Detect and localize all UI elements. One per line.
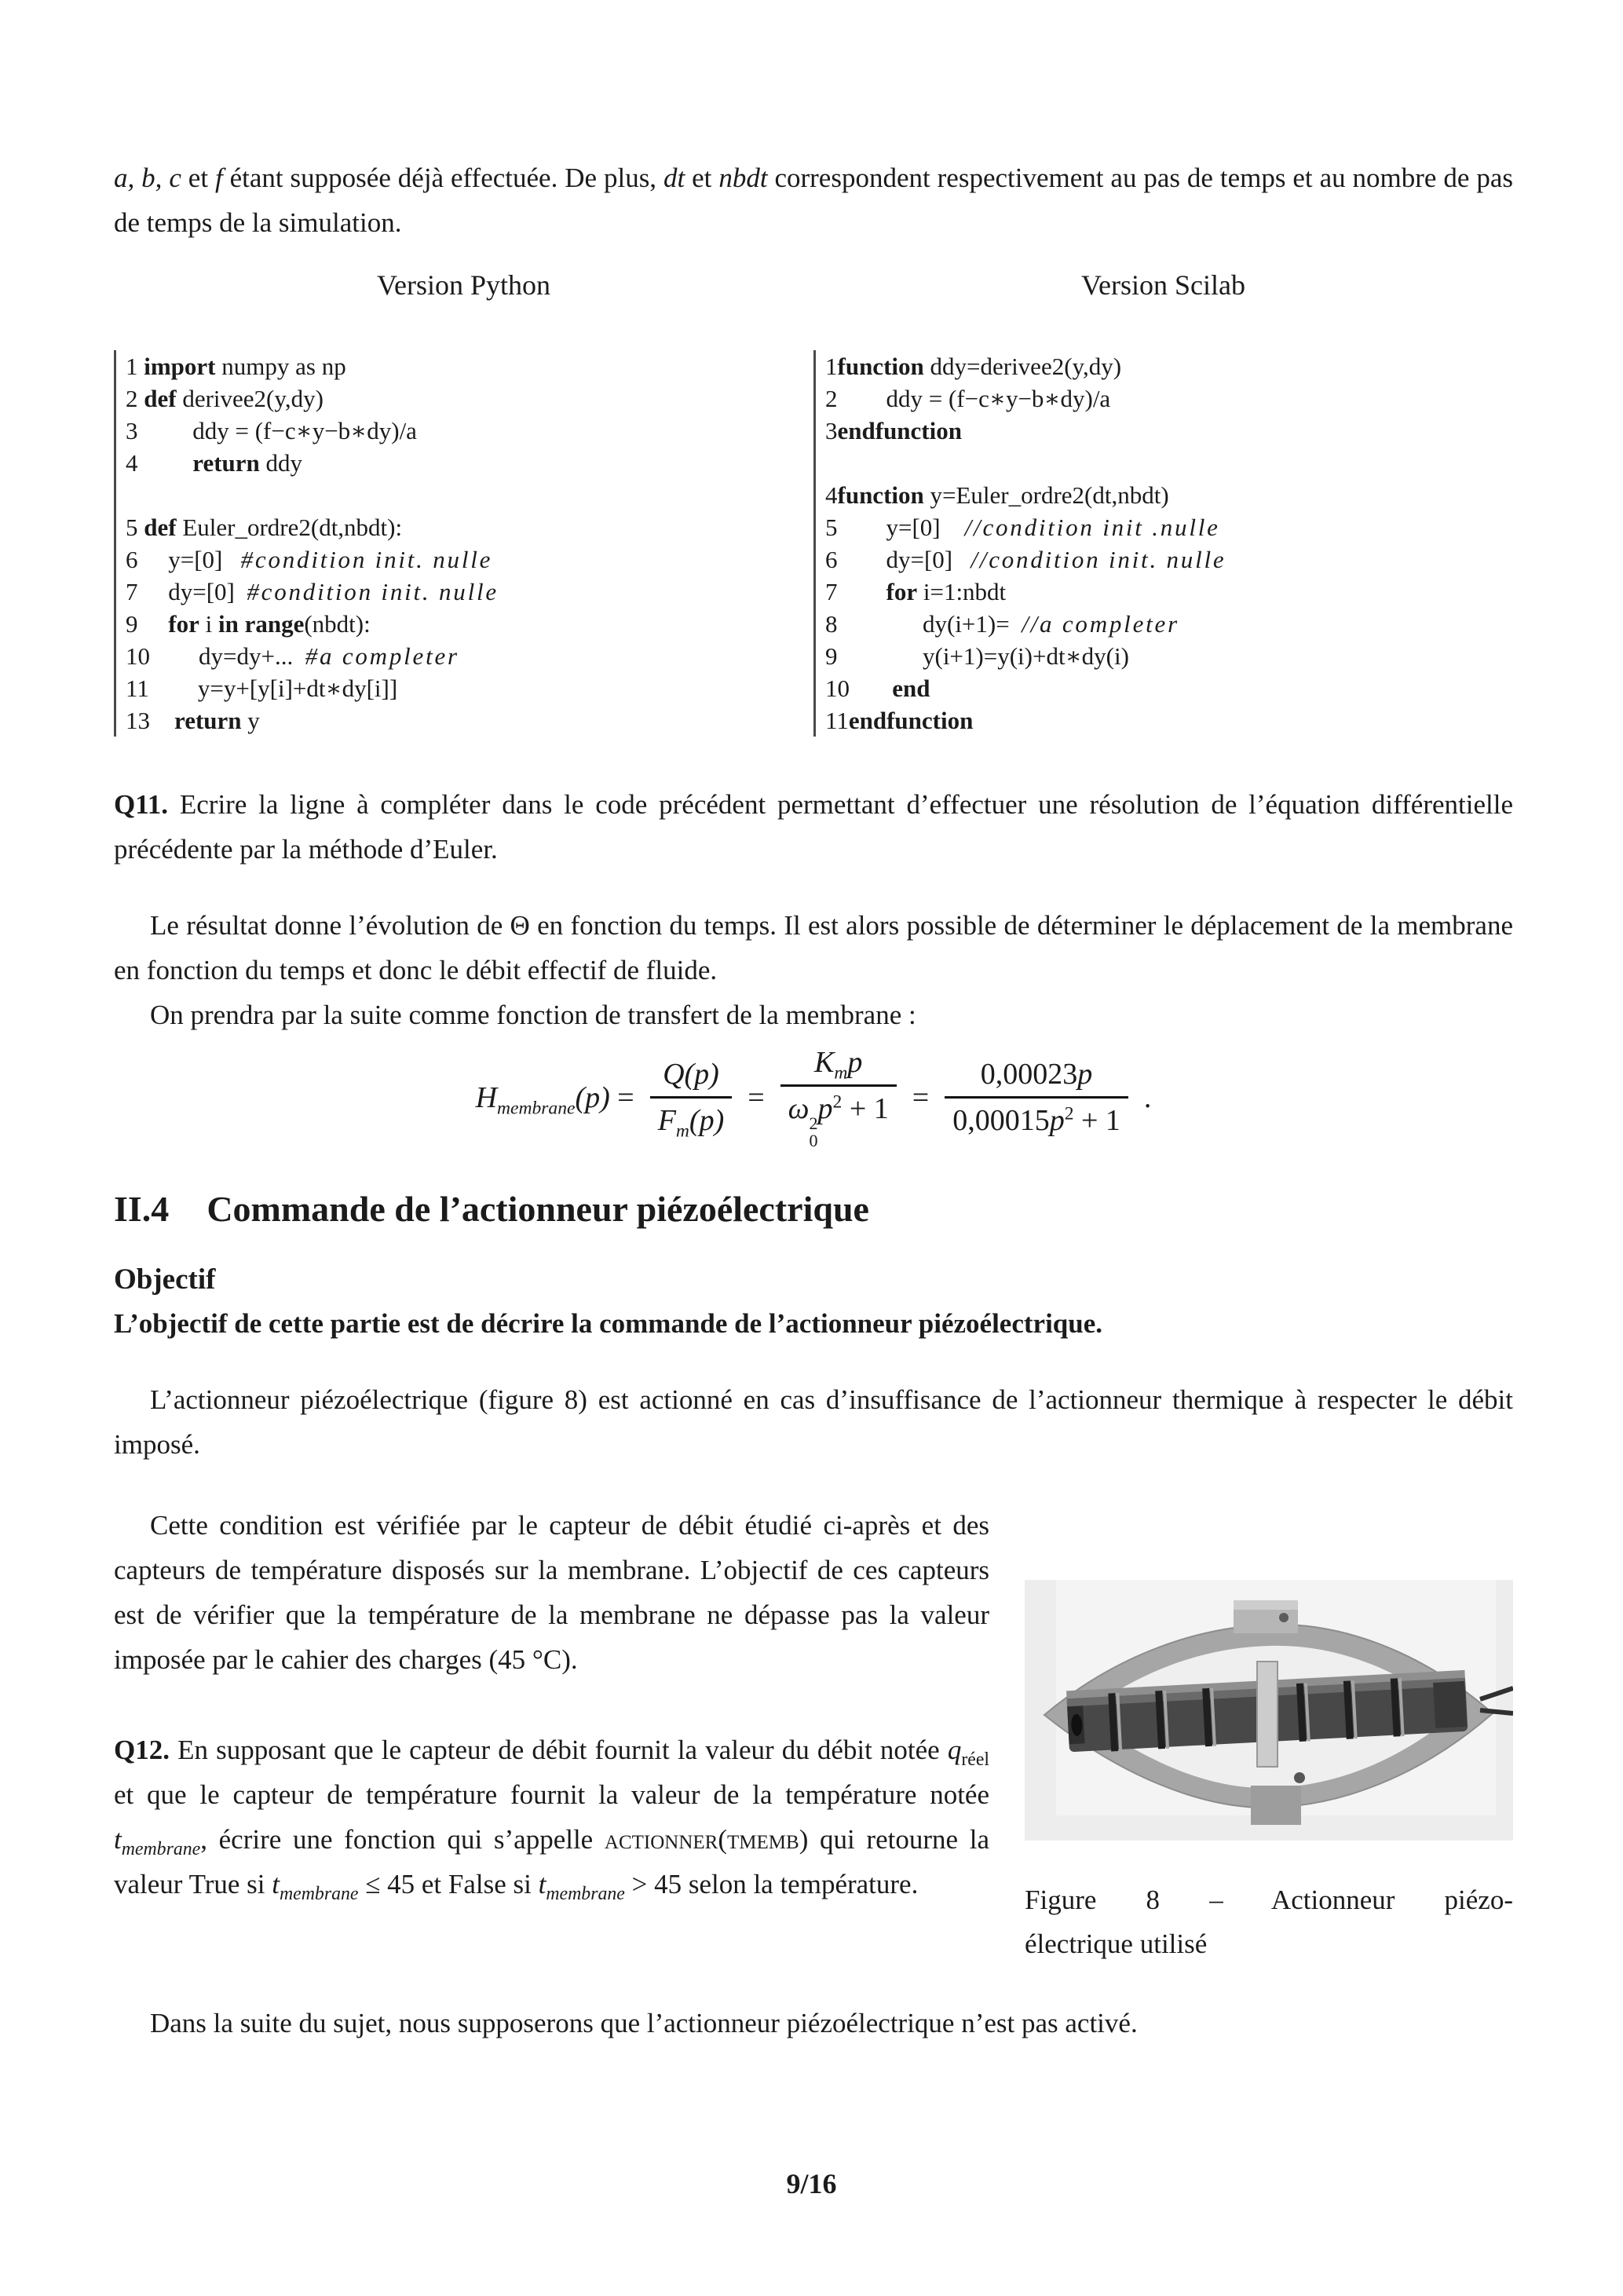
text-segment: ) qui retourne la valeur True si — [114, 1823, 989, 1899]
text-segment: membrane — [546, 1883, 625, 1904]
code-line — [825, 576, 1513, 608]
text-segment: En supposant que le capteur de débit fournit la valeur du débit notée — [169, 1734, 948, 1765]
text-segment: dt — [663, 163, 685, 193]
section-number: II.4 — [114, 1188, 170, 1229]
text-segment: , écrire une fonction qui s’appelle — [200, 1823, 605, 1855]
code-text: 3 ddy = (f−c∗y−b∗dy)/a — [126, 417, 417, 444]
text-segment: tmemb — [727, 1823, 799, 1855]
code-line — [825, 350, 1513, 382]
left-column — [114, 1503, 989, 1966]
text-segment: et que le capteur de température fournit la valeur de la température notée — [114, 1779, 989, 1810]
code-text: ddy=derivee2(y,dy) — [923, 353, 1122, 380]
code-keyword: function — [837, 353, 924, 380]
code-text: 4 — [126, 449, 193, 477]
fraction-numeric: $\frac{0,00023p}{0,00015p^2 + 1}$ — [945, 1057, 1128, 1138]
code-line — [825, 672, 1513, 704]
page-number: 9/16 — [786, 2168, 837, 2199]
code-text: 7 — [825, 578, 886, 605]
formula-period: . — [1143, 1080, 1152, 1114]
code-text: 2 ddy = (f−c∗y−b∗dy)/a — [825, 385, 1111, 412]
code-text: i — [199, 610, 218, 638]
transfer-paragraph: On prendra par la suite comme fonction de transfert de la membrane : — [150, 1000, 916, 1030]
listing-titles-row — [114, 269, 1513, 302]
text-segment: actionner — [604, 1823, 718, 1855]
question-label-q11: Q11. — [114, 789, 169, 820]
code-text: 11 — [825, 707, 849, 734]
question-text-q12 — [114, 1734, 989, 1904]
code-line — [126, 511, 813, 543]
code-line — [126, 479, 813, 511]
objectif-paragraph: L’objectif de cette partie est de décrire la commande de l’actionneur piézoélectrique. — [114, 1307, 1103, 1339]
code-text: 6 y=[0] — [126, 546, 241, 573]
code-text: derivee2(y,dy) — [176, 385, 324, 412]
text-segment: t — [114, 1823, 122, 1855]
code-line — [126, 704, 813, 737]
text-segment: t — [272, 1868, 280, 1899]
code-line — [825, 543, 1513, 576]
closing-paragraph: Dans la suite du sujet, nous supposerons que l’actionneur piézoélectrique n’est pas activé. — [150, 2007, 1138, 2038]
code-line — [126, 543, 813, 576]
code-text: 6 dy=[0] — [825, 546, 971, 573]
code-keyword: def — [144, 514, 177, 541]
code-text: 10 — [825, 675, 893, 702]
text-segment: membrane — [279, 1883, 359, 1904]
code-text: y=Euler_ordre2(dt,nbdt) — [923, 481, 1169, 509]
code-text: numpy as np — [215, 353, 346, 380]
listing-title-python: Version Python — [376, 269, 550, 301]
formula-lhs: $H_{membrane}(p)$ = — [475, 1080, 634, 1119]
figure-caption-line1: Figure 8 – Actionneur piézo- — [1025, 1884, 1513, 1915]
fraction-QF: $\frac{Q(p)}{F_m(p)}$ — [650, 1057, 733, 1138]
text-segment: réel — [961, 1749, 989, 1770]
text-segment: q — [947, 1734, 962, 1765]
actionneur-paragraph: L’actionneur piézoélectrique (figure 8) est actionné en cas d’insuffisance de l’actionneur thermique à respecter le débit imposé. — [114, 1384, 1513, 1460]
code-text: 5 — [126, 514, 144, 541]
text-segment: étant supposée déjà effectuée. De plus, — [222, 163, 663, 193]
code-keyword: endfunction — [837, 417, 962, 444]
code-text: 4 — [825, 481, 838, 509]
listing-scilab — [813, 350, 1513, 737]
code-keyword: def — [144, 385, 177, 412]
code-line — [825, 704, 1513, 737]
question-q11 — [114, 782, 1513, 872]
condition-paragraph: Cette condition est vérifiée par le capteur de débit étudié ci-après et des capteurs de température disposés sur la membrane. L’objectif de ces capteurs est de vérifier que la température de la membrane ne dépasse pas la valeur imposée par le cahier des charges (45 °C). — [114, 1509, 989, 1675]
code-line — [825, 608, 1513, 640]
text-segment: correspondent respectivement au pas de temps et au nombre de pas de temps de la simulation. — [114, 163, 1513, 238]
code-listings — [114, 350, 1513, 737]
code-line — [126, 640, 813, 672]
code-comment: #condition init. nulle — [247, 578, 499, 605]
code-text: 11 y=y+[y[i]+dt∗dy[i]] — [126, 675, 398, 702]
transfer-function-formula — [114, 1045, 1513, 1150]
code-text: 10 dy=dy+... — [126, 642, 305, 670]
code-line — [126, 576, 813, 608]
code-comment: #condition init. nulle — [240, 546, 493, 573]
text-segment: nbdt — [718, 163, 768, 193]
fraction-Km: $K_mp$ ω 2 0 $p^2 + 1$ — [780, 1045, 897, 1150]
section-heading — [114, 1188, 1513, 1230]
two-column-zone — [114, 1503, 1513, 1966]
code-text: Euler_ordre2(dt,nbdt): — [176, 514, 403, 541]
listing-title-scilab: Version Scilab — [1081, 269, 1245, 301]
code-line — [126, 672, 813, 704]
code-line — [825, 415, 1513, 447]
code-line — [126, 608, 813, 640]
code-line — [825, 382, 1513, 415]
code-line — [126, 415, 813, 447]
text-segment: ≤ 45 et False si — [358, 1868, 539, 1899]
text-segment: f — [214, 163, 223, 193]
code-comment: //condition init .nulle — [964, 514, 1220, 541]
code-keyword: return — [174, 707, 242, 734]
code-line — [126, 447, 813, 479]
question-text-q11: Ecrire la ligne à compléter dans le code précédent permettant d’effectuer une résolution de l’équation différentielle précédente par la méthode d’Euler. — [114, 789, 1513, 865]
code-line — [825, 511, 1513, 543]
figure-caption — [1025, 1878, 1513, 1966]
code-text: (nbdt): — [304, 610, 371, 638]
code-text: 5 y=[0] — [825, 514, 965, 541]
text-segment: > 45 selon la température. — [624, 1868, 919, 1899]
actuator-photo — [1025, 1580, 1513, 1841]
code-line — [825, 640, 1513, 672]
text-segment: membrane — [121, 1838, 201, 1859]
code-keyword: range — [244, 610, 305, 638]
code-line — [825, 447, 1513, 479]
code-text: y — [241, 707, 260, 734]
listing-python — [114, 350, 813, 737]
code-text: 1 — [825, 353, 838, 380]
code-line — [825, 479, 1513, 511]
code-line — [126, 382, 813, 415]
code-keyword: for — [168, 610, 199, 638]
text-segment: a, b, c — [114, 163, 181, 193]
code-comment: //a completer — [1022, 610, 1179, 638]
code-text: 9 — [126, 610, 169, 638]
code-keyword: return — [192, 449, 260, 477]
code-comment: //condition init. nulle — [971, 546, 1226, 573]
code-text: 13 — [126, 707, 174, 734]
code-line — [126, 350, 813, 382]
code-text: 1 — [126, 353, 144, 380]
equals-sign: = — [748, 1080, 765, 1114]
code-text: 8 dy(i+1)= — [825, 610, 1022, 638]
question-q12 — [114, 1727, 989, 1907]
code-text — [825, 449, 832, 477]
code-text: 7 dy=[0] — [126, 578, 247, 605]
code-text: 9 y(i+1)=y(i)+dt∗dy(i) — [825, 642, 1129, 670]
figure-caption-line2: électrique utilisé — [1025, 1928, 1208, 1959]
text-segment: et — [685, 163, 719, 193]
text-segment: et — [181, 163, 215, 193]
code-text: 2 — [126, 385, 144, 412]
question-label-q12: Q12. — [114, 1734, 170, 1765]
code-text: 3 — [825, 417, 838, 444]
code-text: i=1:nbdt — [917, 578, 1007, 605]
text-segment: t — [538, 1868, 546, 1899]
section-title: Commande de l’actionneur piézoélectrique — [207, 1188, 869, 1229]
code-keyword: in — [217, 610, 239, 638]
code-keyword: function — [837, 481, 924, 509]
code-keyword: endfunction — [848, 707, 974, 734]
code-text — [126, 481, 132, 509]
intro-paragraph — [114, 155, 1513, 245]
result-paragraph: Le résultat donne l’évolution de Θ en fonction du temps. Il est alors possible de déterminer le déplacement de la membrane en fonction du temps et donc le débit effectif de fluide. — [114, 910, 1513, 985]
code-keyword: end — [892, 675, 930, 702]
code-comment: #a completer — [305, 642, 459, 670]
code-keyword: for — [886, 578, 918, 605]
code-text — [239, 610, 245, 638]
text-segment: ( — [718, 1823, 727, 1855]
code-text: ddy — [259, 449, 303, 477]
objectif-heading: Objectif — [114, 1263, 216, 1296]
code-keyword: import — [144, 353, 216, 380]
figure-column — [989, 1503, 1513, 1966]
equals-sign: = — [912, 1080, 930, 1114]
